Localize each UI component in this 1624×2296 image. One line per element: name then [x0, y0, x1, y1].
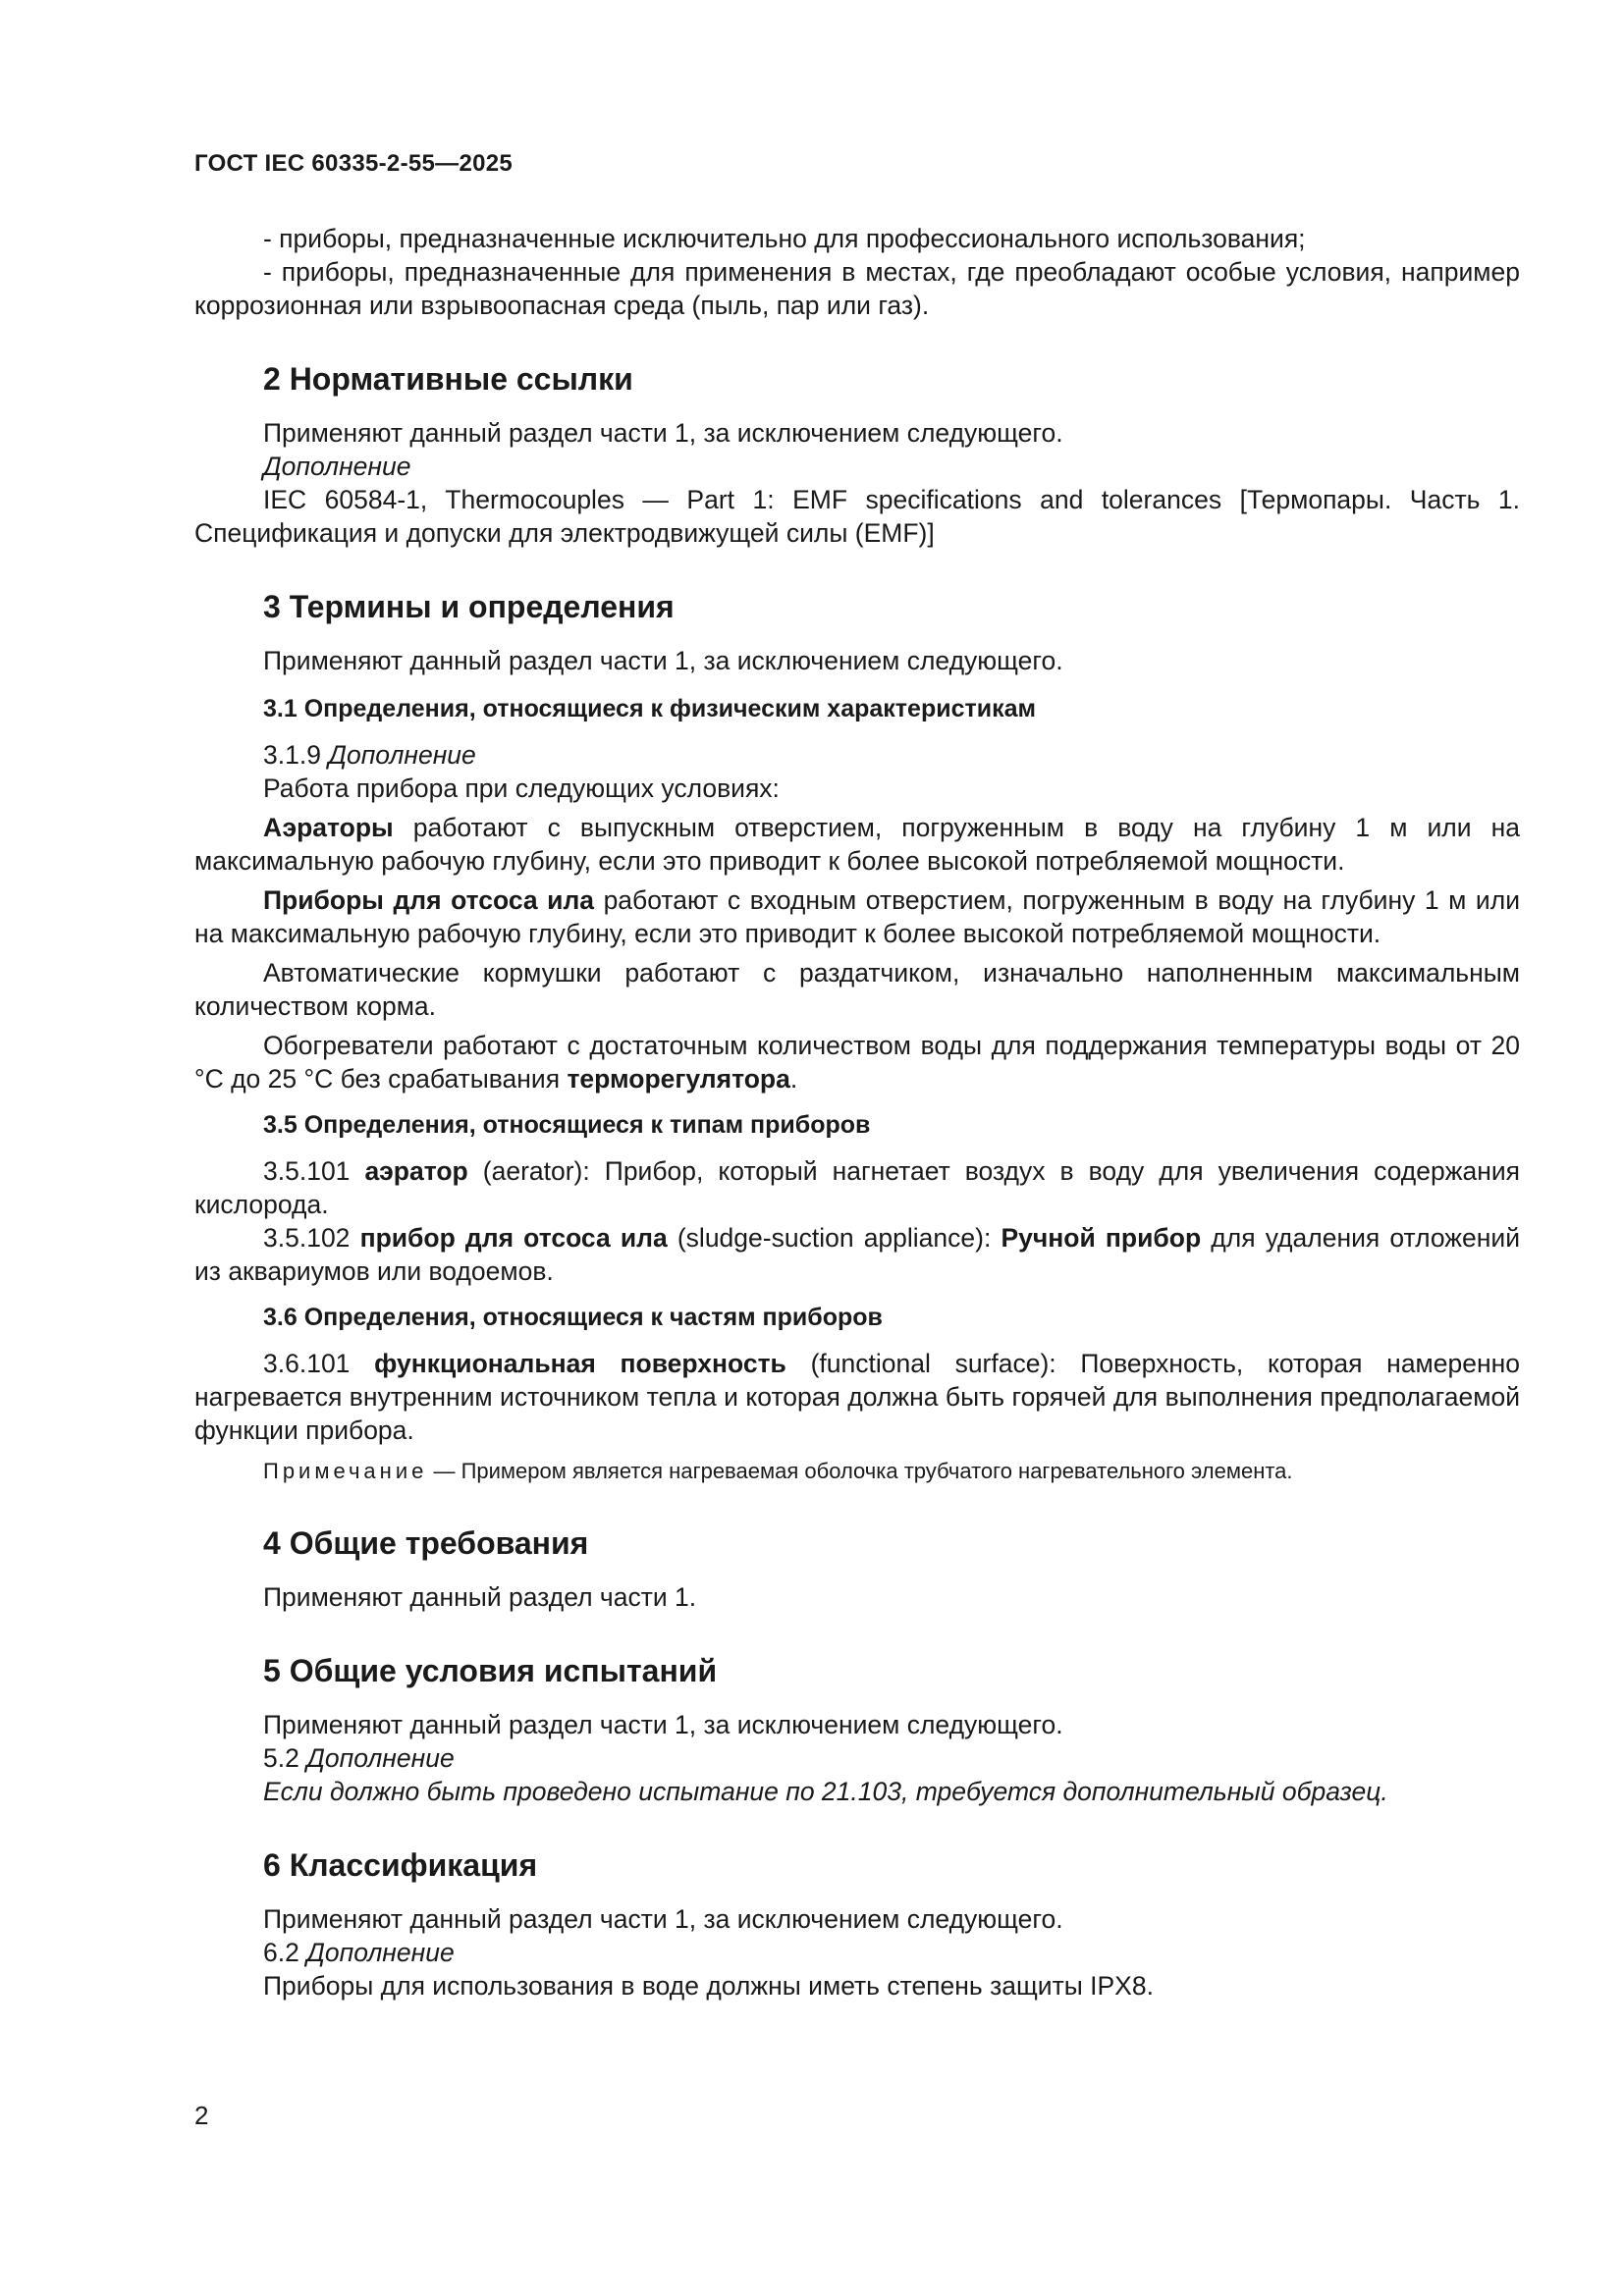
section-5-title: 5 Общие условия испытаний — [263, 1653, 718, 1688]
page-number: 2 — [194, 2101, 209, 2130]
aerators-term: Аэраторы — [263, 813, 394, 842]
section-6-p1: Применяют данный раздел части 1, за исключением следующего. — [263, 1904, 1063, 1934]
aerators-paragraph — [194, 811, 1520, 878]
clause-5-2-number: 5.2 — [263, 1743, 299, 1773]
hand-held-term: Ручной прибор — [1001, 1223, 1202, 1253]
intro-item-1: - приборы, предназначенные исключительно для профессионального использования; — [263, 224, 1306, 253]
sludge-paragraph — [194, 883, 1520, 950]
definition-3-5-101-text: (aerator): Прибор, который нагнетает воздух в воду для увеличения содержания кислорода. — [194, 1156, 1520, 1219]
note-text: — Примером является нагреваемая оболочка трубчатого нагревательного элемента. — [427, 1459, 1293, 1483]
note — [194, 1457, 1520, 1486]
thermostat-term: терморегулятора — [567, 1064, 790, 1094]
definition-3-6-101-number: 3.6.101 — [263, 1349, 375, 1378]
clause-5-2 — [194, 1741, 1520, 1775]
clause-6-2-addition: Дополнение — [306, 1938, 455, 1967]
document-header: ГОСТ IEC 60335-2-55—2025 — [194, 150, 514, 177]
heaters-paragraph — [194, 1029, 1520, 1095]
definition-3-5-101 — [194, 1154, 1520, 1221]
clause-6-2 — [194, 1936, 1520, 1969]
definition-3-5-102 — [194, 1221, 1520, 1288]
intro-item-2: - приборы, предназначенные для применения в местах, где преобладают особые условия, например коррозионная или взрывоопасная среда (пыль, пар или газ). — [194, 257, 1520, 320]
definition-3-6-101 — [194, 1347, 1520, 1447]
sludge-appliance-term: прибор для отсоса ила — [359, 1223, 668, 1253]
definition-3-6-101-text: (functional surface): Поверхность, которая намеренно нагревается внутренним источником тепла и которая должна быть горячей для выполнения предполагаемой функции прибора. — [194, 1349, 1520, 1445]
section-3-p1: Применяют данный раздел части 1, за исключением следующего. — [263, 646, 1063, 675]
clause-5-2-addition: Дополнение — [306, 1743, 455, 1773]
clause-3-1-9-addition: Дополнение — [328, 740, 476, 770]
heaters-text: Обогреватели работают с достаточным количеством воды для поддержания температуры воды от 20 °С до 25 °С без срабатывания — [194, 1031, 1520, 1094]
definition-3-5-102-text: (sludge-suction appliance): — [667, 1223, 1001, 1253]
definition-3-5-102-number: 3.5.102 — [263, 1223, 360, 1253]
sludge-term: Приборы для отсоса ила — [263, 885, 595, 915]
section-6-title: 6 Классификация — [263, 1847, 538, 1883]
section-5-p1: Применяют данный раздел части 1, за исключением следующего. — [263, 1710, 1063, 1739]
aerators-text: работают с выпускным отверстием, погруженным в воду на глубину 1 м или на максимальную рабочую глубину, если это приводит к более высокой потребляемой мощности. — [194, 813, 1520, 876]
section-2-p1: Применяют данный раздел части 1, за исключением следующего. — [263, 418, 1063, 448]
clause-5-2-text: Если должно быть проведено испытание по 21.103, требуется дополнительный образец. — [263, 1777, 1388, 1806]
section-2-title: 2 Нормативные ссылки — [263, 361, 633, 397]
functional-surface-term: функциональная поверхность — [374, 1349, 786, 1378]
heaters-end: . — [789, 1064, 798, 1094]
section-4-title: 4 Общие требования — [263, 1525, 589, 1561]
definition-3-5-102-text-2: для удаления отложений из аквариумов или водоемов. — [194, 1223, 1521, 1286]
subsection-3-6-title: 3.6 Определения, относящиеся к частям приборов — [263, 1304, 883, 1331]
sludge-text: работают с входным отверстием, погруженным в воду на глубину 1 м или на максимальную рабочую глубину, если это приводит к более высокой потребляемой мощности. — [194, 885, 1520, 948]
clause-6-2-number: 6.2 — [263, 1938, 299, 1967]
aerator-term: аэратор — [364, 1156, 468, 1186]
subsection-3-1-title: 3.1 Определения, относящиеся к физическим характеристикам — [263, 695, 1037, 722]
feeders-paragraph: Автоматические кормушки работают с раздатчиком, изначально наполненным максимальным количеством корма. — [194, 958, 1520, 1021]
section-2-reference: IEC 60584-1, Thermocouples — Part 1: EMF specifications and tolerances [Термопары. Часть 1. Спецификация и допуски для электродвижущей силы (EMF)] — [194, 485, 1520, 548]
section-3-title: 3 Термины и определения — [263, 589, 675, 624]
subsection-3-5-title: 3.5 Определения, относящиеся к типам приборов — [263, 1111, 871, 1139]
section-6-p2: Приборы для использования в воде должны иметь степень защиты IPX8. — [263, 1971, 1154, 2001]
work-conditions: Работа прибора при следующих условиях: — [263, 774, 780, 803]
clause-3-1-9-number: 3.1.9 — [263, 740, 321, 770]
section-4-p1: Применяют данный раздел части 1. — [263, 1582, 697, 1612]
clause-3-1-9 — [194, 738, 1520, 772]
definition-3-5-101-number: 3.5.101 — [263, 1156, 365, 1186]
document-body — [194, 222, 1520, 2002]
section-2-addition: Дополнение — [263, 452, 411, 481]
note-label: Примечание — [263, 1459, 428, 1483]
